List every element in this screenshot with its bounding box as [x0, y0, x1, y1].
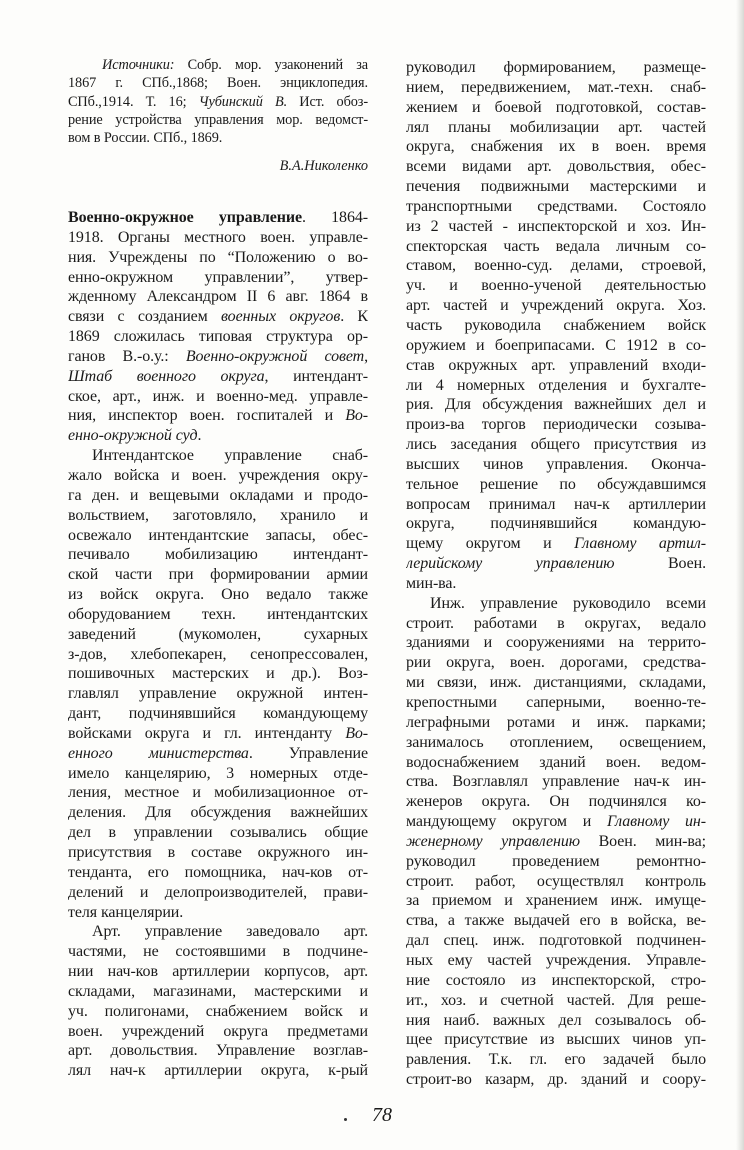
text-segment: щее присутствие из высших чинов уп- — [406, 1031, 706, 1049]
text-line — [406, 137, 706, 157]
text-segment: з-дов, хлебопекарен, сенопрессовален, — [68, 645, 368, 663]
text-line — [406, 376, 706, 396]
text-line — [406, 931, 706, 951]
italic-term: Штаб военного округа — [68, 367, 265, 385]
text-line — [406, 554, 706, 574]
text-segment: освежало интендантские запасы, обес- — [68, 526, 368, 544]
text-segment: Воен. — [614, 555, 706, 573]
text-line — [68, 863, 368, 883]
text-segment: теля канцелярии. — [68, 903, 184, 921]
right-column-text — [406, 58, 706, 1090]
text-segment: ганов В.-о.у.: — [68, 347, 186, 365]
text-line — [68, 744, 368, 764]
text-line — [406, 812, 706, 832]
text-line — [406, 157, 706, 177]
text-line — [406, 395, 706, 415]
text-line — [406, 256, 706, 276]
text-segment: тельное решение по обсуждавшимся — [406, 475, 706, 493]
text-line — [68, 962, 368, 982]
text-segment: , — [364, 347, 368, 365]
text-segment: ское, арт., инж. и военно-мед. управле- — [68, 387, 368, 405]
text-line — [406, 1011, 706, 1031]
text-segment: строит-во казарм, др. зданий и соору- — [406, 1071, 706, 1089]
text-segment: Собр. мор. узаконений за — [174, 57, 368, 73]
text-line — [68, 268, 368, 288]
text-segment: рия. Для обсуждения важнейших дел и — [406, 396, 706, 414]
text-line — [68, 823, 368, 843]
text-line — [68, 446, 368, 466]
text-segment: Ист. обоз- — [287, 93, 368, 110]
text-segment: часть руководила снабжением войск — [406, 316, 706, 334]
italic-term: Во- — [345, 724, 368, 742]
text-line — [406, 177, 706, 197]
text-segment: строит. работ, осуществлял контроль — [406, 872, 706, 890]
text-line — [406, 673, 706, 693]
text-segment: строит. работами в округах, ведало — [406, 614, 706, 632]
text-segment: мандующему округом и — [406, 813, 608, 831]
text-line — [68, 1022, 368, 1042]
italic-term: Чубинский В. — [198, 93, 288, 110]
italic-term: енного министерства — [68, 744, 249, 762]
text-segment: тенданта, его помощника, нач-ков от- — [68, 863, 368, 881]
text-segment: спекторская часть ведала личным со- — [406, 237, 706, 255]
text-segment: жденному Александром II 6 авг. 1864 в — [68, 288, 368, 306]
text-segment: 1918. Органы местного воен. управле- — [68, 228, 368, 246]
text-line — [68, 724, 368, 744]
text-segment: присутствия в составе окружного ин- — [68, 844, 368, 861]
text-segment: 1869 сложилась типовая структура ор- — [68, 328, 368, 346]
text-segment: уч. и военно-ученой деятельностью — [406, 277, 706, 295]
text-line — [68, 1041, 368, 1061]
text-segment: связи с созданием — [68, 308, 222, 326]
text-line — [406, 514, 706, 534]
text-segment: ния наиб. важных дел созывалось об- — [406, 1011, 706, 1029]
text-segment: арт. частей и учреждений округа. Хоз. — [406, 297, 706, 315]
page-edge-shadow — [736, 0, 744, 1150]
italic-term: Военно-окружной совет — [185, 347, 365, 365]
text-line — [406, 296, 706, 316]
text-line — [68, 585, 368, 605]
text-line — [406, 534, 706, 554]
text-line — [68, 545, 368, 565]
sources-block — [68, 56, 368, 147]
text-segment: руководил формированием, размеще- — [406, 59, 706, 76]
text-segment: лял планы мобилизации арт. частей — [406, 118, 706, 136]
italic-term: Главному ин- — [607, 813, 706, 831]
text-line — [68, 208, 368, 228]
text-segment: водоснабжением зданий воен. ведом- — [406, 753, 706, 771]
text-segment: щему округом и — [406, 535, 575, 553]
text-segment: арт. довольствия. Управление возглав- — [68, 1042, 368, 1060]
text-line — [68, 764, 368, 784]
text-segment: делений и делопроизводителей, прави- — [68, 883, 368, 901]
text-line — [406, 98, 706, 118]
text-segment: занималось отоплением, освещением, — [406, 733, 706, 751]
text-line — [68, 883, 368, 903]
text-line — [406, 197, 706, 217]
text-segment: руководил проведением ремонтно- — [406, 852, 706, 870]
text-segment: ния. Учреждены по “Положению о во- — [68, 248, 368, 266]
text-line — [406, 733, 706, 753]
text-segment: . Управление — [248, 744, 368, 762]
text-line — [406, 832, 706, 852]
text-line — [68, 426, 368, 446]
text-line — [406, 1050, 706, 1070]
text-segment: складами, магазинами, мастерскими и — [68, 982, 368, 1000]
text-segment: уч. полигонами, снабжением войск и — [68, 1002, 368, 1020]
text-segment: Инж. управление руководило всеми — [430, 594, 706, 612]
text-segment: дел в управлении созывались общие — [68, 824, 368, 842]
text-line — [406, 852, 706, 872]
text-line — [406, 891, 706, 911]
text-line — [68, 327, 368, 347]
text-line — [68, 56, 368, 74]
text-segment: женеров округа. Он подчинялся ко- — [406, 793, 706, 811]
text-line — [406, 872, 706, 892]
text-line — [68, 1002, 368, 1022]
text-line — [68, 704, 368, 724]
text-segment: из 2 частей - инспекторской и хоз. Ин- — [406, 217, 706, 235]
text-line — [68, 387, 368, 407]
italic-term: енно-окружной суд — [68, 427, 198, 445]
text-segment: . К — [340, 308, 368, 326]
text-line — [68, 93, 368, 111]
text-segment: рии округа, воен. дорогами, средства- — [406, 654, 706, 672]
text-segment: га ден. и вещевыми окладами и продо- — [68, 486, 368, 504]
text-line — [68, 526, 368, 546]
text-line — [406, 594, 706, 614]
text-segment: имело канцелярию, 3 номерных отде- — [68, 764, 368, 782]
text-line — [68, 664, 368, 684]
text-line — [406, 713, 706, 733]
text-line — [68, 287, 368, 307]
text-segment: высших чинов управления. Оконча- — [406, 455, 706, 473]
text-line — [68, 74, 368, 92]
text-segment: дант, подчинявшийся командующему — [68, 705, 368, 723]
text-segment: округа, подчинявшийся командую- — [406, 515, 706, 533]
text-line — [406, 118, 706, 138]
text-line — [406, 455, 706, 475]
text-line — [68, 922, 368, 942]
text-segment: . 1864- — [302, 209, 368, 226]
text-segment: СПб.,1914. Т. 16; — [68, 93, 199, 110]
text-segment: ит., хоз. и счетной частей. Для реше- — [406, 991, 706, 1009]
text-line — [406, 772, 706, 792]
text-line — [68, 942, 368, 962]
text-segment: оборудованием техн. интендантских — [68, 605, 368, 623]
text-segment: жало войска и воен. учреждения окру- — [68, 466, 368, 484]
text-segment: енно-окружном управлении”, утвер- — [68, 268, 368, 286]
text-line — [406, 276, 706, 296]
text-line — [68, 903, 368, 923]
text-segment: жением и боевой подготовкой, состав- — [406, 98, 706, 116]
text-line — [406, 911, 706, 931]
article-author: В.А.Николенко — [279, 158, 368, 174]
text-line — [68, 684, 368, 704]
page-number: 78 — [372, 1104, 392, 1126]
text-line — [406, 971, 706, 991]
text-line — [68, 506, 368, 526]
text-segment: заведений (мукомолен, сухарных — [68, 625, 368, 643]
text-segment: вом в России. СПб., 1869. — [68, 130, 223, 147]
text-segment: мин-ва. — [406, 574, 457, 592]
text-line — [406, 991, 706, 1011]
text-line — [406, 1070, 706, 1090]
text-segment: ства. Возглавлял управление нач-к ин- — [406, 773, 706, 791]
text-segment: нием, передвижением, мат.-техн. снаб- — [406, 78, 706, 96]
text-line — [68, 129, 368, 147]
text-segment: нии нач-ков артиллерии корпусов, арт. — [68, 963, 368, 981]
text-line — [68, 783, 368, 803]
text-segment: оружием и боеприпасами. С 1912 в со- — [406, 336, 706, 354]
italic-term: Источники: — [102, 57, 175, 73]
text-line — [68, 565, 368, 585]
scan-speck — [344, 1118, 347, 1121]
text-segment: из войск округа. Оно ведало также — [68, 586, 368, 604]
text-segment: ской части при формировании армии — [68, 566, 368, 584]
text-segment: Арт. управление заведовало арт. — [92, 923, 368, 941]
text-line — [406, 495, 706, 515]
text-segment: частями, не состоявшими в подчине- — [68, 943, 368, 961]
entry-heading: Военно-окружное управление — [68, 209, 303, 226]
text-line — [406, 435, 706, 455]
text-line — [68, 1061, 368, 1081]
text-segment: войсками округа и гл. интенданту — [68, 724, 346, 742]
text-segment: Воен. мин-ва; — [579, 832, 706, 850]
text-line — [406, 356, 706, 376]
text-line — [68, 466, 368, 486]
text-segment: воен. учреждений округа предметами — [68, 1022, 368, 1040]
text-line — [68, 111, 368, 129]
text-line — [406, 316, 706, 336]
text-line — [406, 951, 706, 971]
text-line — [68, 367, 368, 387]
text-line — [68, 347, 368, 367]
text-segment: рение устройства управления мор. ведомст- — [68, 111, 368, 128]
text-line — [68, 248, 368, 268]
text-segment: ли 4 номерных отделения и бухгалте- — [406, 376, 706, 394]
text-line — [406, 217, 706, 237]
text-segment: зданиями и сооружениями на террито- — [406, 634, 706, 652]
text-segment: лял нач-к артиллерии округа, к-рый — [68, 1062, 368, 1080]
text-line — [406, 753, 706, 773]
text-segment: ставом, военно-суд. делами, строевой, — [406, 257, 706, 275]
text-segment: всеми видами арт. довольствия, обес- — [406, 158, 706, 176]
text-segment: , интендант- — [264, 367, 368, 385]
text-segment: вольствием, заготовляло, хранило и — [68, 506, 368, 524]
text-line — [68, 605, 368, 625]
italic-term: Главному артил- — [574, 535, 706, 553]
text-line — [406, 78, 706, 98]
text-line — [406, 574, 706, 594]
italic-term: женерному управлению — [406, 832, 580, 850]
text-segment: крепостными саперными, военно-те- — [406, 694, 706, 711]
text-segment: ных ему частей учреждения. Управле- — [406, 951, 706, 969]
text-line — [68, 228, 368, 248]
text-segment: ления, местное и мобилизационное от- — [68, 784, 368, 802]
text-segment: Интендантское управление снаб- — [92, 447, 368, 465]
text-line — [406, 614, 706, 634]
text-segment: печения подвижными мастерскими и — [406, 178, 706, 196]
text-line — [406, 1030, 706, 1050]
text-segment: главлял управление окружной интен- — [68, 685, 368, 703]
text-line — [68, 307, 368, 327]
text-line — [68, 645, 368, 665]
italic-term: лерийскому управлению — [406, 555, 615, 573]
text-segment: равления. Т.к. гл. его задачей было — [406, 1051, 706, 1069]
text-segment: ства, а также выдачей его в войска, ве- — [406, 912, 706, 930]
left-column-text — [68, 208, 368, 1081]
text-line — [406, 336, 706, 356]
text-segment: . — [197, 427, 202, 445]
text-line — [406, 633, 706, 653]
text-line — [406, 653, 706, 673]
text-line — [406, 415, 706, 435]
text-segment: став окружных арт. управлений входи- — [406, 356, 706, 374]
text-line — [406, 58, 706, 78]
text-segment: транспортными средствами. Состояло — [406, 197, 706, 215]
text-line — [68, 486, 368, 506]
text-segment: вопросам принимал нач-к артиллерии — [406, 495, 706, 513]
text-segment: лись заседания общего присутствия из — [406, 436, 706, 454]
text-line — [68, 625, 368, 645]
text-line — [406, 693, 706, 713]
text-segment: ми связи, инж. дистанциями, складами, — [406, 674, 706, 692]
italic-term: военных округов — [221, 308, 341, 326]
text-segment: за приемом и хранением инж. имуще- — [406, 892, 706, 910]
text-segment: пошивочных мастерских и др.). Воз- — [68, 665, 368, 683]
text-segment: леграфными ротами и инж. парками; — [406, 713, 706, 731]
text-segment: деления. Для обсуждения важнейших — [68, 804, 368, 822]
text-segment: печивало мобилизацию интендант- — [68, 546, 368, 564]
text-line — [406, 792, 706, 812]
text-line — [68, 843, 368, 863]
text-line — [68, 803, 368, 823]
text-line — [68, 406, 368, 426]
text-segment: произ-ва торгов периодически созыва- — [406, 416, 706, 434]
text-line — [406, 475, 706, 495]
text-segment: дал спец. инж. подготовкой подчинен- — [406, 932, 706, 950]
text-segment: 1867 г. СПб.,1868; Воен. энциклопедия. — [68, 75, 368, 92]
text-segment: ния, инспектор воен. госпиталей и — [68, 407, 346, 425]
text-line — [68, 982, 368, 1002]
text-line — [406, 237, 706, 257]
italic-term: Во- — [345, 407, 368, 425]
text-segment: ние состояло из инспекторской, стро- — [406, 971, 706, 989]
text-segment: округа, снабжения их в воен. время — [406, 138, 706, 156]
